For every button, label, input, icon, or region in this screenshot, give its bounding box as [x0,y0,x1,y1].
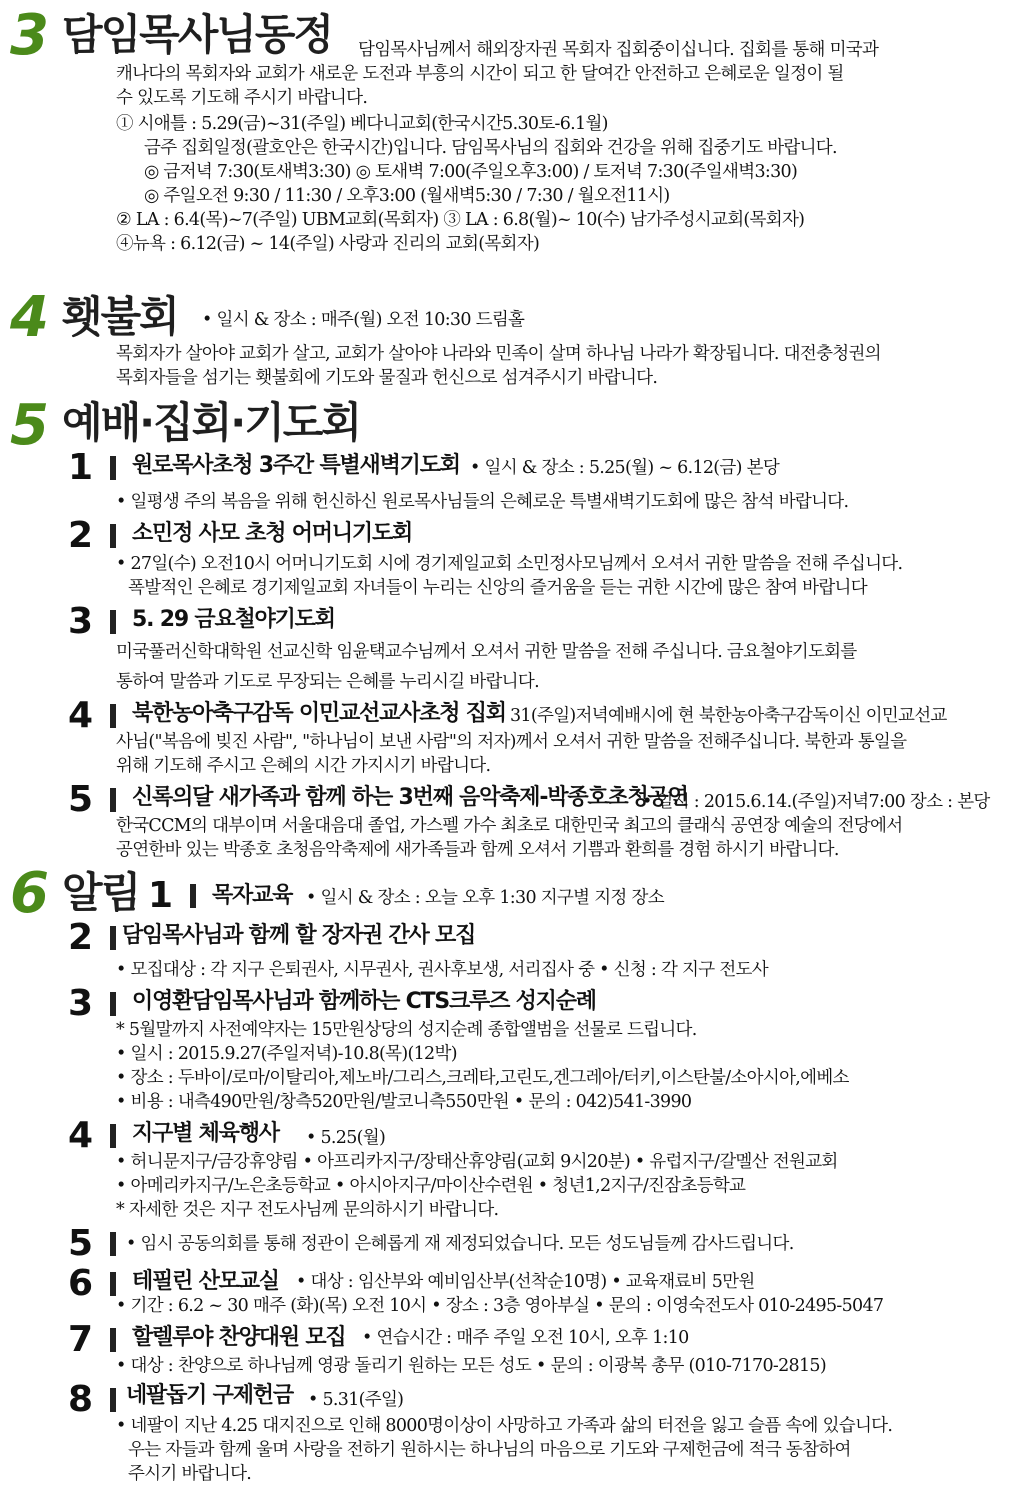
item-number: 6 [68,1263,94,1304]
item-title: 테필린 산모교실 [132,1269,279,1294]
item-number: 1 [68,447,94,488]
body-line: ◎ 금저녁 7:30(토새벽3:30) ◎ 토새벽 7:00(주일오후3:00) / 토저녁 7:30(주일새벽3:30) [144,162,798,182]
item-line: • 기간 : 6.2 ~ 30 매주 (화)(목) 오전 10시 • 장소 : 3층 영아부실 • 문의 : 이영숙전도사 010-2495-5047 [116,1296,884,1316]
item-bar [110,992,116,1016]
body-line: ② LA : 6.4(목)~7(주일) UBM교회(목회자) ③ LA : 6.8(월)~ 10(수) 남가주성시교회(목회자) [116,210,805,230]
item-line: • 일시 : 2015.9.27(주일저녁)-10.8(목)(12박) [116,1044,457,1064]
item-title: 네팔돕기 구제헌금 [126,1383,293,1408]
section-lead: • 일시 & 장소 : 매주(월) 오전 10:30 드림홀 [202,310,525,330]
item-bar [110,704,116,728]
item-line: 위해 기도해 주시고 은혜의 시간 가지시기 바랍니다. [116,756,491,776]
item-line: 우는 자들과 함께 울며 사랑을 전하기 원하시는 하나님의 마음으로 기도와 구제헌금에 적극 동참하여 [128,1440,851,1460]
item-after: • 일시 & 장소 : 5.25(월) ~ 6.12(금) 본당 [470,458,780,478]
item-title: 목자교육 [212,883,293,908]
item-line: • 아메리카지구/노은초등학교 • 아시아지구/마이산수련원 • 청년1,2지구/진잠초등학교 [116,1176,746,1196]
item-line: 공연한바 있는 박종호 초청음악축제에 새가족들과 함께 오셔서 기쁨과 환희를 경험 하시기 바랍니다. [116,840,839,860]
item-bar [110,1388,116,1412]
item-after: • 5.25(월) [306,1128,386,1148]
item-bar [110,788,116,812]
item-after: • 일시 & 장소 : 오늘 오후 1:30 지구별 지정 장소 [306,888,664,908]
item-title: 지구별 체육행사 [132,1121,279,1146]
section-title: 횃불회 [62,292,178,341]
item-after: • 일시 : 2015.6.14.(주일)저녁7:00 장소 : 본당 [642,792,990,812]
item-line: 폭발적인 은혜로 경기제일교회 자녀들이 누리는 신앙의 즐거움을 듣는 귀한 시간에 많은 참여 바랍니다 [128,578,867,598]
item-bar [110,524,116,548]
item-number: 2 [68,515,94,556]
item-after: • 대상 : 임산부와 예비임산부(선착순10명) • 교육재료비 5만원 [296,1272,755,1292]
body-line: 금주 집회일정(괄호안은 한국시간)입니다. 담임목사님의 집회와 건강을 위해 집중기도 바랍니다. [144,138,837,158]
item-bar [110,1328,116,1352]
item-line: * 자세한 것은 지구 전도사님께 문의하시기 바랍니다. [116,1200,499,1220]
item-line: * 5월말까지 사전예약자는 15만원상당의 성지순례 종합앨범을 선물로 드립니다. [116,1020,697,1040]
item-number: 4 [68,1115,94,1156]
section-lead: 담임목사님께서 해외장자권 목회자 집회중이십니다. 집회를 통해 미국과 [358,40,879,60]
item-line: • 허니문지구/금강휴양림 • 아프리카지구/장태산휴양림(교회 9시20분) • 유럽지구/갈멜산 전원교회 [116,1152,838,1172]
section-number: 3 [10,3,49,68]
item-line: 주시기 바랍니다. [128,1464,252,1484]
item-after: • 연습시간 : 매주 주일 오전 10시, 오후 1:10 [362,1328,689,1348]
body-line: 캐나다의 목회자와 교회가 새로운 도전과 부흥의 시간이 되고 한 달여간 안전하고 은혜로운 일정이 될 [116,64,844,84]
body-line: 수 있도록 기도해 주시기 바랍니다. [116,88,368,108]
item-after: • 5.31(주일) [308,1390,404,1410]
item-line: 사님("복음에 빚진 사람", "하나님이 보낸 사람"의 저자)께서 오셔서 귀한 말씀을 전해주십니다. 북한과 통일을 [116,732,907,752]
item-number: 7 [68,1319,94,1360]
item-number: 1 [148,875,174,916]
section-number: 6 [10,861,49,926]
item-line: • 대상 : 찬양으로 하나님께 영광 돌리기 원하는 모든 성도 • 문의 : 이광복 총무 (010-7170-2815) [116,1356,826,1376]
item-line: • 27일(수) 오전10시 어머니기도회 시에 경기제일교회 소민정사모님께서 오셔서 귀한 말씀을 전해 주십니다. [116,554,903,574]
item-bar [110,456,116,480]
item-number: 5 [68,779,94,820]
item-title: 북한농아축구감독 이민교선교사초청 집회 [132,701,506,726]
section-number: 4 [10,285,49,350]
item-number: 3 [68,983,94,1024]
item-bar [110,926,116,950]
item-number: 5 [68,1223,94,1264]
item-number: 4 [68,695,94,736]
section-title: 담임목사님동정 [62,10,333,59]
section-title: 알림 [62,868,140,917]
section-title: 예배·집회·기도회 [62,398,360,447]
body-line: ④뉴욕 : 6.12(금) ~ 14(주일) 사랑과 진리의 교회(목회자) [116,234,540,254]
item-bar [190,884,196,908]
item-line: • 일평생 주의 복음을 위해 헌신하신 원로목사님들의 은혜로운 특별새벽기도회에 많은 참석 바랍니다. [116,492,849,512]
item-title: 할렐루야 찬양대원 모집 [132,1325,346,1350]
body-line: ◎ 주일오전 9:30 / 11:30 / 오후3:00 (월새벽5:30 / 7:30 / 월오전11시) [144,186,670,206]
item-bar [110,1272,116,1296]
item-number: 8 [68,1379,94,1420]
item-bar [110,610,116,634]
body-line: ① 시애틀 : 5.29(금)~31(주일) 베다니교회(한국시간5.30토-6.1월) [116,114,608,134]
body-line: 목회자가 살아야 교회가 살고, 교회가 살아야 나라와 민족이 살며 하나님 나라가 확장됩니다. 대전충청권의 [116,344,881,364]
item-line: 미국풀러신학대학원 선교신학 임윤택교수님께서 오셔서 귀한 말씀을 전해 주십니다. 금요철야기도회를 [116,642,857,662]
item-title: 소민정 사모 초청 어머니기도회 [132,521,413,546]
item-title: 신록의달 새가족과 함께 하는 3번째 음악축제-박종호초청공연 [132,785,688,810]
item-line: • 장소 : 두바이/로마/이탈리아,제노바/그리스,크레타,고린도,겐그레아/터키,이스탄불/소아시아,에베소 [116,1068,849,1088]
item-number: 2 [68,917,94,958]
item-line: • 네팔이 지난 4.25 대지진으로 인해 8000명이상이 사망하고 가족과 삶의 터전을 잃고 슬픔 속에 있습니다. [116,1416,893,1436]
item-title: 5. 29 금요철야기도회 [132,607,335,632]
item-bar [110,1124,116,1148]
item-after: 31(주일)저녁예배시에 현 북한농아축구감독이신 이민교선교 [510,706,947,726]
body-line: 목회자들을 섬기는 횃불회에 기도와 물질과 헌신으로 섬겨주시기 바랍니다. [116,368,658,388]
item-line: 통하여 말씀과 기도로 무장되는 은혜를 누리시길 바랍니다. [116,672,539,692]
item-after: • 임시 공동의회를 통해 정관이 은혜롭게 재 제정되었습니다. 모든 성도님들께 감사드립니다. [126,1234,794,1254]
item-line: • 모집대상 : 각 지구 은퇴권사, 시무권사, 권사후보생, 서리집사 중 • 신청 : 각 지구 전도사 [116,960,768,980]
item-line: • 비용 : 내측490만원/창측520만원/발코니측550만원 • 문의 : 042)541-3990 [116,1092,692,1112]
item-line: 한국CCM의 대부이며 서울대음대 졸업, 가스펠 가수 최초로 대한민국 최고의 클래식 공연장 예술의 전당에서 [116,816,903,836]
item-title: 담임목사님과 함께 할 장자권 간사 모집 [122,923,476,948]
item-bar [110,1232,116,1256]
section-number: 5 [10,393,49,458]
item-title: 원로목사초청 3주간 특별새벽기도회 [132,453,460,478]
item-number: 3 [68,601,94,642]
item-title: 이영환담임목사님과 함께하는 CTS크루즈 성지순례 [132,989,596,1014]
